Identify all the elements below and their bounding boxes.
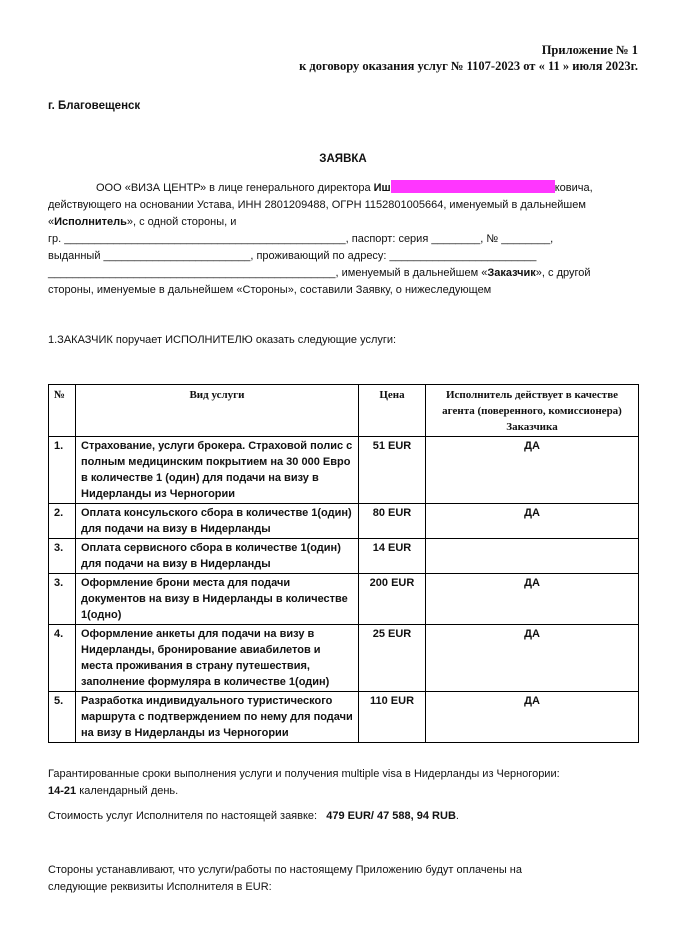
city-label: г. Благовещенск (48, 100, 141, 112)
row-price: 14 EUR (359, 539, 426, 574)
header-service: Вид услуги (76, 385, 359, 437)
row-price: 200 EUR (359, 574, 426, 625)
row-service: Оформление анкеты для подачи на визу в Нидерланды, бронирование авиабилетов и места проживания в страну путешествия, заполнение формуляра в количестве 1(один) (76, 625, 359, 692)
intro-paragraph (48, 180, 648, 299)
table-row (49, 539, 639, 574)
intro-text: », с одной стороны, и (126, 216, 237, 228)
payment-line: следующие реквизиты Исполнителя в EUR: (48, 881, 272, 893)
intro-text: _______________________________________________, именуемый в дальнейшем « (48, 267, 488, 279)
table-header-row (49, 385, 639, 437)
cost-end: . (455, 810, 459, 822)
table-row (49, 574, 639, 625)
row-agent: ДА (426, 504, 639, 539)
guarantee-days-value: 14-21 (48, 785, 77, 797)
customer-term: Заказчик (487, 267, 536, 279)
row-service: Оформление брони места для подачи документов на визу в Нидерланды в количестве 1(одно) (76, 574, 359, 625)
guarantee-days (48, 783, 648, 800)
row-num: 4. (49, 625, 76, 692)
intro-line: выданный ________________________, проживающий по адресу: ________________________ (48, 250, 537, 262)
row-price: 80 EUR (359, 504, 426, 539)
cost-value: 479 EUR/ 47 588, 94 RUB (326, 810, 456, 822)
intro-line (48, 214, 648, 231)
header-price: Цена (359, 385, 426, 437)
director-name-start: Иш (373, 182, 391, 194)
row-num: 3. (49, 539, 76, 574)
redaction-block (391, 180, 555, 193)
intro-line: гр. ______________________________________________, паспорт: серия ________, № ________, (48, 233, 554, 245)
row-price: 51 EUR (359, 437, 426, 504)
appendix-header (299, 42, 638, 74)
table-row (49, 692, 639, 743)
intro-line (48, 180, 648, 197)
table-row (49, 504, 639, 539)
intro-line: стороны, именуемые в дальнейшем «Стороны», составили Заявку, о нижеследующем (48, 284, 492, 296)
guarantee-paragraph (48, 766, 648, 800)
table-row (49, 437, 639, 504)
section-heading: 1.ЗАКАЗЧИК поручает ИСПОЛНИТЕЛЮ оказать следующие услуги: (48, 334, 397, 346)
executor-term: Исполнитель (54, 216, 127, 228)
row-agent: ДА (426, 625, 639, 692)
row-agent: ДА (426, 437, 639, 504)
document-title: ЗАЯВКА (319, 153, 367, 165)
row-num: 3. (49, 574, 76, 625)
row-service: Оплата консульского сбора в количестве 1(один) для подачи на визу в Нидерланды (76, 504, 359, 539)
director-name-end: ковича, (554, 182, 593, 194)
row-service: Оплата сервисного сбора в количестве 1(один) для подачи на визу в Нидерланды (76, 539, 359, 574)
intro-line (48, 265, 648, 282)
header-num: № (49, 385, 76, 437)
intro-line: действующего на основании Устава, ИНН 2801209488, ОГРН 1152801005664, именуемый в дальнейшем (48, 199, 586, 211)
intro-text: ООО «ВИЗА ЦЕНТР» в лице генерального директора (96, 182, 374, 194)
row-service: Страхование, услуги брокера. Страховой полис с полным медицинским покрытием на 30 000 Евро в количестве 1 (один) для подачи на визу в Нидерланды из Черногории (76, 437, 359, 504)
header-agent: Исполнитель действует в качестве агента (поверенного, комиссионера) Заказчика (426, 385, 639, 437)
payment-line: Стороны устанавливают, что услуги/работы по настоящему Приложению будут оплачены на (48, 864, 522, 876)
guarantee-text: Гарантированные сроки выполнения услуги и получения multiple visa в Нидерланды из Черногории: (48, 768, 560, 780)
row-agent: ДА (426, 574, 639, 625)
row-agent: ДА (426, 692, 639, 743)
appendix-contract-ref: к договору оказания услуг № 1107-2023 от « 11 » июля 2023г. (299, 59, 638, 73)
cost-label: Стоимость услуг Исполнителя по настоящей заявке: (48, 810, 318, 822)
appendix-title: Приложение № 1 (541, 43, 638, 57)
intro-text: « (48, 216, 55, 228)
cost-line (48, 810, 459, 822)
intro-text: », с другой (535, 267, 591, 279)
services-table (48, 384, 639, 743)
row-num: 5. (49, 692, 76, 743)
table-row (49, 625, 639, 692)
payment-paragraph (48, 862, 648, 896)
row-num: 2. (49, 504, 76, 539)
row-agent (426, 539, 639, 574)
row-price: 110 EUR (359, 692, 426, 743)
row-service: Разработка индивидуального туристического маршрута с подтверждением по нему для подачи на визу в Нидерланды из Черногории (76, 692, 359, 743)
row-price: 25 EUR (359, 625, 426, 692)
guarantee-days-unit: календарный день. (76, 785, 179, 797)
row-num: 1. (49, 437, 76, 504)
